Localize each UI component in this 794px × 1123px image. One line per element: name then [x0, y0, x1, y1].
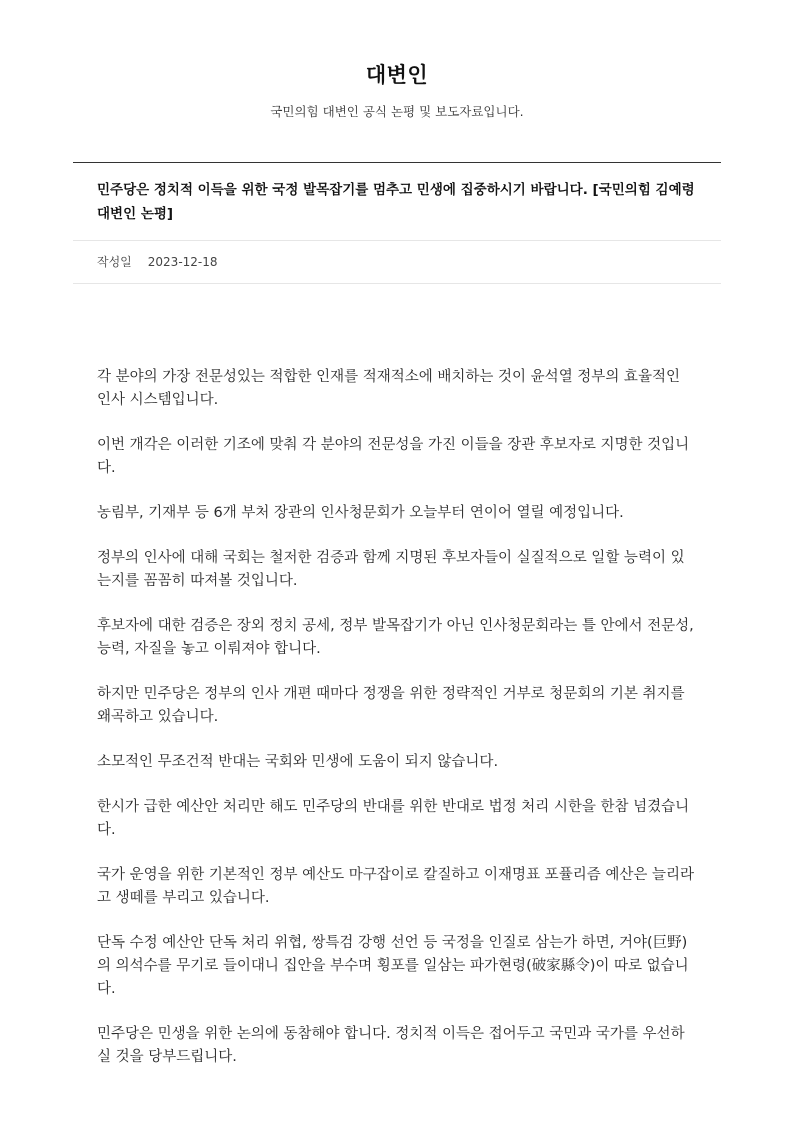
post-date: 2023-12-18	[147, 255, 218, 269]
post-meta	[97, 253, 218, 271]
body-paragraph: 농림부, 기재부 등 6개 부처 장관의 인사청문회가 오늘부터 연이어 열릴 예정입니다.	[97, 505, 624, 521]
body-paragraph: 후보자에 대한 검증은 장외 정치 공세, 정부 발목잡기가 아닌 인사청문회라는 틀 안에서 전문성, 능력, 자질을 놓고 이뤄져야 합니다.	[97, 618, 694, 657]
body-paragraph: 민주당은 민생을 위한 논의에 동참해야 합니다. 정치적 이득은 접어두고 국민과 국가를 우선하실 것을 당부드립니다.	[97, 1026, 685, 1065]
body-paragraph: 국가 운영을 위한 기본적인 정부 예산도 마구잡이로 칼질하고 이재명표 포퓰리즘 예산은 늘리라고 생떼를 부리고 있습니다.	[97, 867, 694, 906]
date-label: 작성일	[97, 255, 132, 269]
body-paragraph: 한시가 급한 예산안 처리만 해도 민주당의 반대를 위한 반대로 법정 처리 시한을 한참 넘겼습니다.	[97, 799, 690, 838]
body-paragraph: 정부의 인사에 대해 국회는 철저한 검증과 함께 지명된 후보자들이 실질적으로 일할 능력이 있는지를 꼼꼼히 따져볼 것입니다.	[97, 550, 685, 589]
meta-divider	[73, 283, 721, 284]
body-paragraph: 하지만 민주당은 정부의 인사 개편 때마다 정쟁을 위한 정략적인 거부로 청문회의 기본 취지를 왜곡하고 있습니다.	[97, 686, 685, 725]
body-paragraph: 소모적인 무조건적 반대는 국회와 민생에 도움이 되지 않습니다.	[97, 754, 499, 770]
body-paragraph: 이번 개각은 이러한 기조에 맞춰 각 분야의 전문성을 가진 이들을 장관 후보자로 지명한 것입니다.	[97, 437, 690, 476]
page-title: 대변인	[365, 63, 429, 87]
body-paragraph: 단독 수정 예산안 단독 처리 위협, 쌍특검 강행 선언 등 국정을 인질로 삼는가 하면, 거야(巨野)의 의석수를 무기로 들이대니 집안을 부수며 횡포를 일삼는 파가현령(破家縣令)이 따로 없습니다.	[97, 935, 689, 997]
post-title: 민주당은 정치적 이득을 위한 국정 발목잡기를 멈추고 민생에 집중하시기 바랍니다. [국민의힘 김예령 대변인 논평]	[97, 182, 695, 222]
title-divider	[73, 240, 721, 241]
page-subtitle: 국민의힘 대변인 공식 논평 및 보도자료입니다.	[270, 104, 524, 119]
top-divider	[73, 162, 721, 163]
body-paragraph: 각 분야의 가장 전문성있는 적합한 인재를 적재적소에 배치하는 것이 윤석열 정부의 효율적인 인사 시스템입니다.	[97, 369, 680, 408]
post-body	[97, 366, 697, 1091]
